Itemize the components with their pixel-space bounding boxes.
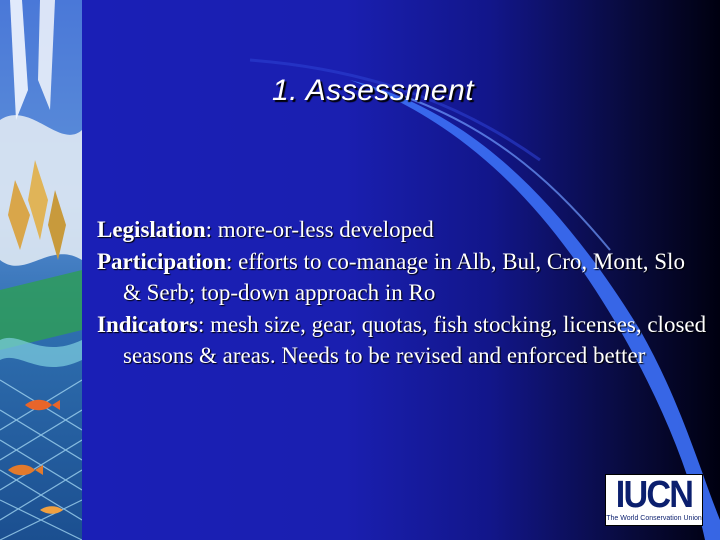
bullet-legislation (97, 214, 707, 246)
bullet-participation (97, 246, 707, 309)
bullet-text: : more-or-less developed (205, 217, 434, 242)
bullet-term: Indicators (97, 311, 198, 337)
bullet-term: Participation (97, 248, 227, 274)
logo-text: IUCN (615, 474, 693, 516)
bullet-text: : mesh size, gear, quotas, fish stocking, licenses, closed seasons & areas. Needs to be revised and enforced better (123, 311, 707, 368)
bullet-term: Legislation (97, 217, 206, 242)
bullet-indicators (97, 309, 707, 372)
bullet-list (97, 214, 707, 372)
bullet-text: : efforts to co-manage in Alb, Bul, Cro, Mont, Slo & Serb; top-down approach in Ro (123, 248, 685, 305)
logo-subtitle: The World Conservation Union (606, 515, 702, 522)
iucn-logo (605, 474, 703, 526)
decorative-art-panel (0, 0, 82, 540)
slide-title: 1. Assessment (272, 74, 475, 107)
